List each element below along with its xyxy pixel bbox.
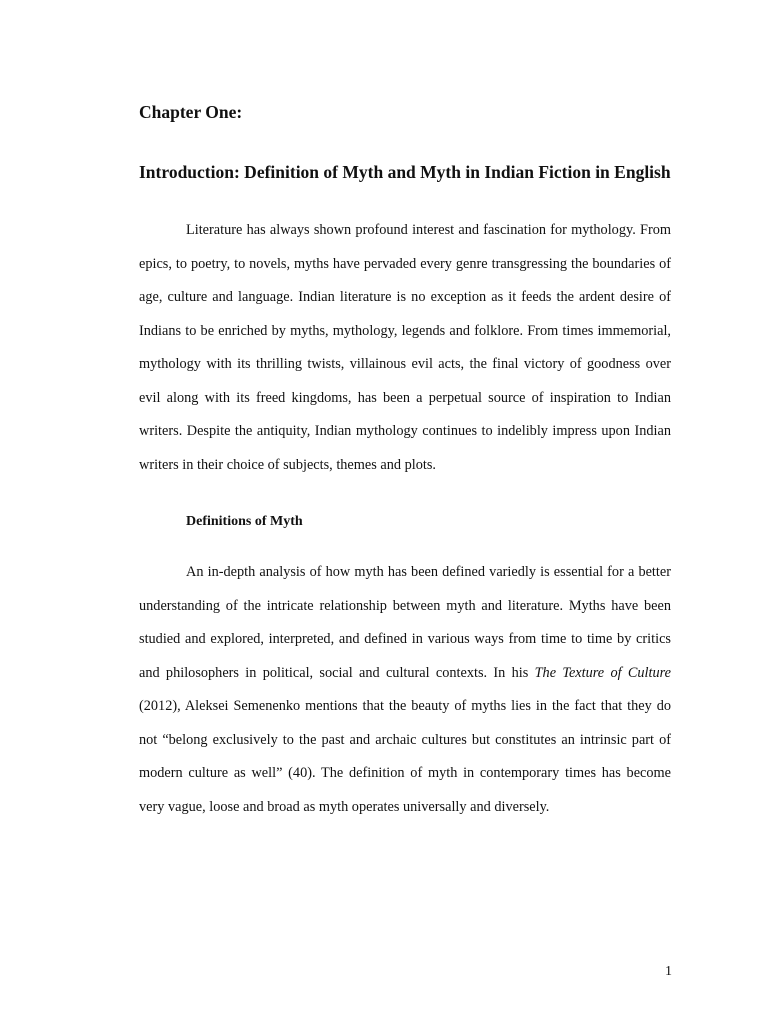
page-content xyxy=(139,99,671,824)
chapter-title: Introduction: Definition of Myth and Myth in Indian Fiction in English xyxy=(139,162,671,182)
intro-paragraph: Literature has always shown profound interest and fascination for mythology. From epics, to poetry, to novels, myths have pervaded every genre transgressing the boundaries of age, culture and language. Indian literature is no exception as it feeds the ardent desire of Indians to be enriched by myths, mythology, legends and folklore. From times immemorial, mythology with its thrilling twists, villainous evil acts, the final victory of goodness over evil along with its freed kingdoms, has been a perpetual source of inspiration to Indian writers. Despite the antiquity, Indian mythology continues to indelibly impress upon Indian writers in their choice of subjects, themes and plots. xyxy=(139,222,671,473)
section-heading: Definitions of Myth xyxy=(186,514,303,529)
page-number: 1 xyxy=(665,964,672,979)
definitions-paragraph-text-1: An in-depth analysis of how myth has been defined variedly is essential for a better understanding of the intricate relationship between myth and literature. Myths have been studied and explored, interpreted, and defined in various ways from time to time by critics and philosophers in political, social and cultural contexts. In his xyxy=(139,564,671,681)
book-title: The Texture of Culture xyxy=(534,664,672,681)
definitions-paragraph xyxy=(139,556,671,824)
chapter-label: Chapter One: xyxy=(139,102,243,122)
definitions-paragraph-text-2: (2012), Aleksei Semenenko mentions that the beauty of myths lies in the fact that they do not “belong exclusively to the past and archaic cultures but constitutes an intrinsic part of modern culture as well” (40). The definition of myth in contemporary times has become very vague, loose and broad as myth operates universally and diversely. xyxy=(139,698,671,815)
